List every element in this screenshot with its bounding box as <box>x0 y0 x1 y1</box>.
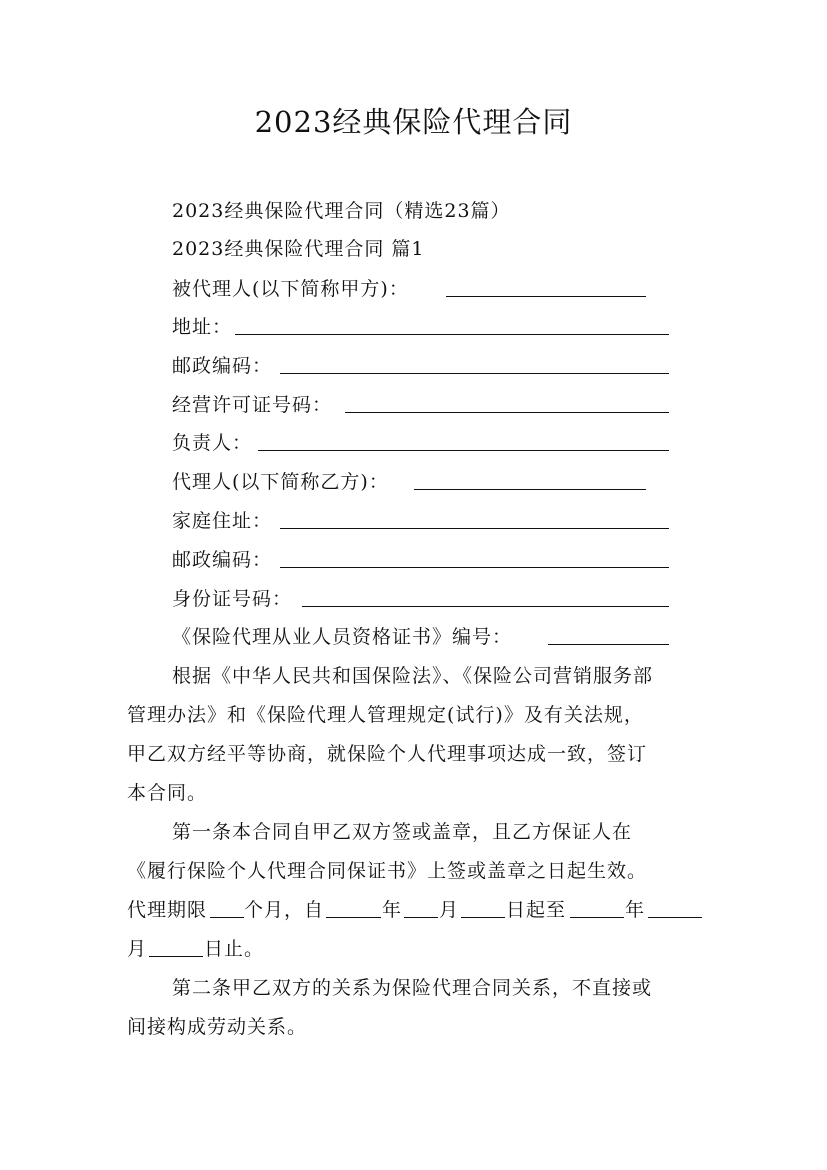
term-year1-label: 年 <box>382 899 403 921</box>
field-home-address-blank[interactable] <box>280 506 669 529</box>
field-cert-blank[interactable] <box>548 622 669 645</box>
field-postcode1-blank[interactable] <box>280 351 669 374</box>
para3-line: 第二条甲乙双方的关系为保险代理合同关系，不直接或 <box>172 977 653 999</box>
field-postcode2-blank[interactable] <box>280 545 669 568</box>
term-month2-label: 月 <box>127 938 148 960</box>
field-principal-label: 被代理人(以下简称甲方)： <box>172 278 409 300</box>
field-agent-blank[interactable] <box>414 467 646 490</box>
field-postcode2-label: 邮政编码： <box>172 549 273 571</box>
term-month-unit: 个月，自 <box>244 899 325 921</box>
part-heading: 2023经典保险代理合同 篇1 <box>172 238 425 260</box>
para2-line: 第一条本合同自甲乙双方签或盖章，且乙方保证人在 <box>172 821 633 843</box>
field-id-label: 身份证号码： <box>172 588 293 610</box>
field-license-blank[interactable] <box>345 390 669 413</box>
field-address-label: 地址： <box>172 316 233 338</box>
term-day2-blank[interactable] <box>149 934 203 957</box>
term-year2-label: 年 <box>625 899 646 921</box>
term-day2-label: 日止。 <box>204 938 265 960</box>
para1-line: 本合同。 <box>127 782 208 804</box>
field-person-in-charge-label: 负责人： <box>172 432 253 454</box>
field-id-blank[interactable] <box>302 584 669 607</box>
term-month1-blank[interactable] <box>404 895 438 918</box>
term-month1-label: 月 <box>439 899 460 921</box>
term-day1-label: 日起至 <box>506 899 567 921</box>
term-prefix: 代理期限 <box>127 899 208 921</box>
term-year2-blank[interactable] <box>570 895 624 918</box>
para3-line: 间接构成劳动关系。 <box>127 1016 308 1038</box>
para1-line: 管理办法》和《保险代理人管理规定(试行)》及有关法规， <box>127 704 644 726</box>
para2-line: 《履行保险个人代理合同保证书》上签或盖章之日起生效。 <box>127 860 648 882</box>
field-principal-blank[interactable] <box>446 274 646 297</box>
document-title: 2023经典保险代理合同 <box>254 105 573 139</box>
document-subtitle: 2023经典保险代理合同（精选23篇） <box>172 200 511 222</box>
term-day1-blank[interactable] <box>461 895 505 918</box>
term-year1-blank[interactable] <box>326 895 381 918</box>
para1-line: 根据《中华人民共和国保险法》、《保险公司营销服务部 <box>172 665 654 687</box>
para1-line: 甲乙双方经平等协商，就保险个人代理事项达成一致，签订 <box>127 743 648 765</box>
field-postcode1-label: 邮政编码： <box>172 355 273 377</box>
field-address-blank[interactable] <box>235 312 669 335</box>
term-month2-blank[interactable] <box>648 895 702 918</box>
field-home-address-label: 家庭住址： <box>172 510 273 532</box>
field-agent-label: 代理人(以下简称乙方)： <box>172 471 389 493</box>
field-person-in-charge-blank[interactable] <box>258 428 669 451</box>
field-license-label: 经营许可证号码： <box>172 394 333 416</box>
term-months-blank[interactable] <box>210 895 244 918</box>
field-cert-label: 《保险代理从业人员资格证书》编号： <box>172 626 513 648</box>
